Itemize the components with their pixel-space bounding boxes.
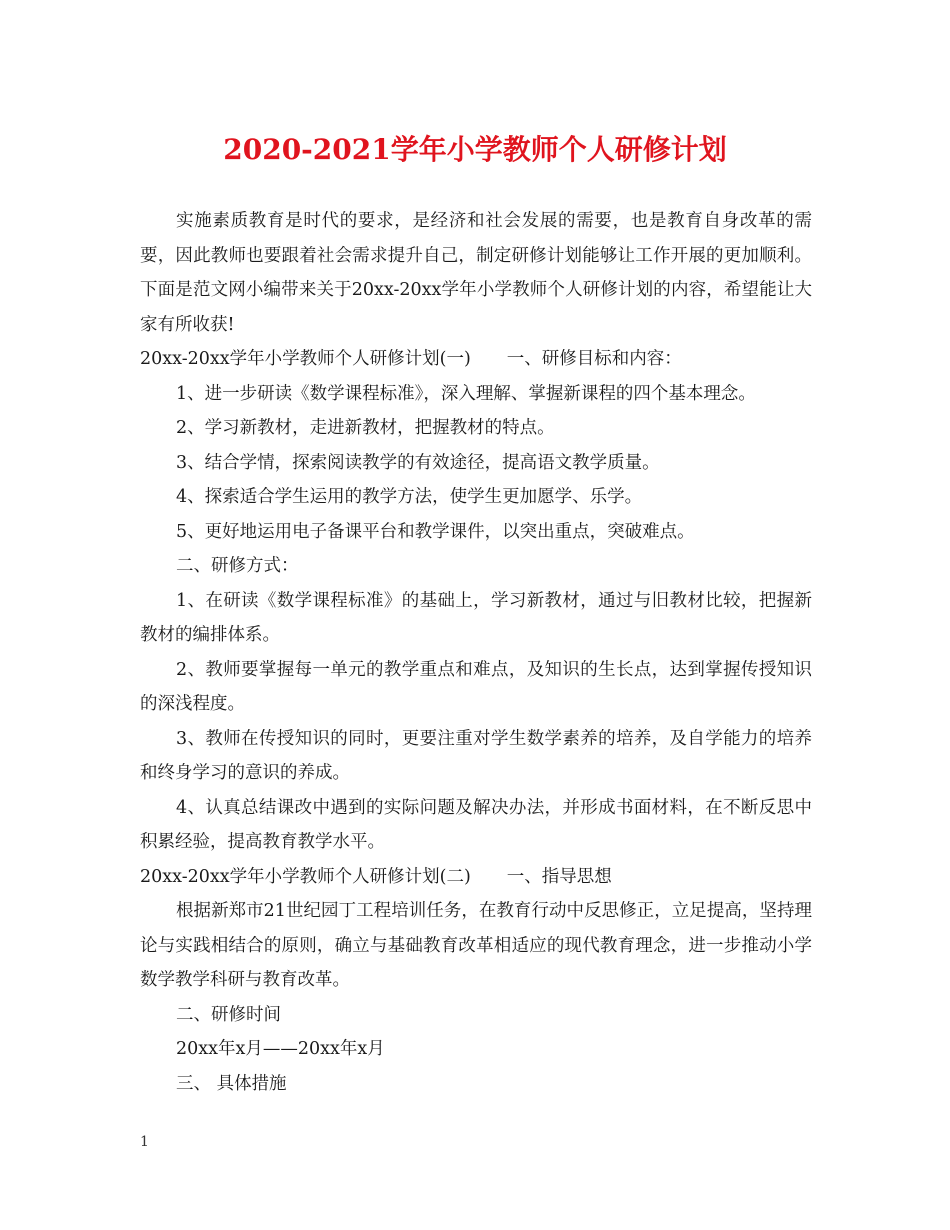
document-body — [140, 204, 812, 1101]
plan1-subheading: 一、研修目标和内容： — [506, 349, 682, 369]
guiding-paragraph: 根据新郑市21世纪园丁工程培训任务，在教育行动中反思修正，立足提高，坚持理论与实践相结合的原则，确立与基础教育改革相适应的现代教育理念，进一步推动小学数学教学科研与教育改革。 — [140, 901, 812, 990]
plan2-heading-line — [140, 860, 812, 895]
list-item: 3、结合学情，探索阅读教学的有效途径，提高语文教学质量。 — [176, 452, 660, 473]
section-heading: 三、 具体措施 — [176, 1073, 287, 1094]
intro-paragraph: 实施素质教育是时代的要求，是经济和社会发展的需要，也是教育自身改革的需要，因此教师也要跟着社会需求提升自己，制定研修计划能够让工作开展的更加顺利。下面是范文网小编带来关于20xx-20xx学年小学教师个人研修计划的内容，希望能让大家有所收获! — [140, 211, 812, 335]
list-item: 3、教师在传授知识的同时，更要注重对学生数学素养的培养，及自学能力的培养和终身学习的意识的养成。 — [140, 728, 812, 783]
list-item: 1、进一步研读《数学课程标准》，深入理解、掌握新课程的四个基本理念。 — [176, 383, 756, 404]
document-title: 2020-2021学年小学教师个人研修计划 — [223, 133, 727, 166]
plan1-heading-line — [140, 342, 812, 377]
list-item: 2、学习新教材，走进新教材，把握教材的特点。 — [176, 418, 555, 438]
page-number: 1 — [140, 1134, 149, 1150]
section-heading: 二、研修时间 — [176, 1004, 281, 1025]
section-heading: 二、研修方式： — [176, 556, 299, 576]
plan2-subheading: 一、指导思想 — [506, 866, 612, 887]
plan1-heading: 20xx-20xx学年小学教师个人研修计划(一) — [140, 349, 471, 369]
list-item: 4、认真总结课改中遇到的实际问题及解决办法，并形成书面材料，在不断反思中积累经验，提高教育教学水平。 — [140, 797, 812, 852]
list-item: 5、更好地运用电子备课平台和教学课件，以突出重点，突破难点。 — [176, 521, 695, 542]
plan2-heading: 20xx-20xx学年小学教师个人研修计划(二) — [140, 866, 471, 887]
list-item: 2、教师要掌握每一单元的教学重点和难点，及知识的生长点，达到掌握传授知识的深浅程度。 — [140, 659, 812, 714]
time-range: 20xx年x月——20xx年x月 — [176, 1039, 385, 1059]
list-item: 4、探索适合学生运用的教学方法，使学生更加愿学、乐学。 — [176, 487, 643, 507]
list-item: 1、在研读《数学课程标准》的基础上，学习新教材，通过与旧教材比较，把握新教材的编排体系。 — [140, 590, 812, 645]
